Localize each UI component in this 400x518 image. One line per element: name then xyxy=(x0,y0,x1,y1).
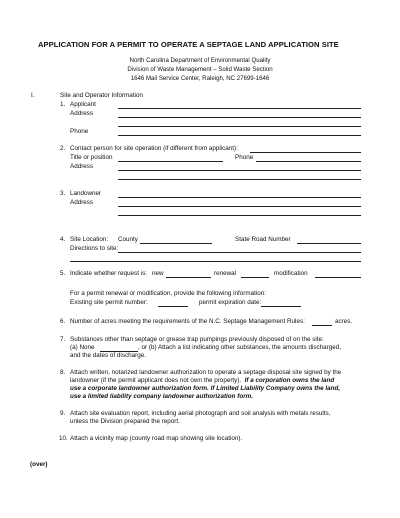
landowner-address-field[interactable] xyxy=(118,206,361,207)
acres-question: Number of acres meeting the requirements of the N.C. Septage Management Rules: xyxy=(70,318,305,325)
form-title: APPLICATION FOR A PERMIT TO OPERATE A SEPTAGE LAND APPLICATION SITE xyxy=(38,40,339,49)
applicant-phone-field[interactable] xyxy=(118,135,361,136)
state-road-field[interactable] xyxy=(297,243,361,244)
llc-form-note: use a limited liability company landowner authorization form. xyxy=(70,393,253,400)
over-indicator: (over) xyxy=(30,461,48,468)
item-number: 3. xyxy=(60,190,66,197)
section-numeral: I. xyxy=(31,92,35,99)
substances-attach-text: , or (b) Attach a list indicating other substances, the amounts discharged, xyxy=(138,344,342,351)
landowner-address-field-2[interactable] xyxy=(118,215,361,216)
corporate-form-note: use a corporate landowner authorization form. If Limited Liability Company owns the land, xyxy=(70,385,341,392)
request-modification-field[interactable] xyxy=(315,277,361,278)
landowner-field[interactable] xyxy=(118,197,361,198)
applicant-address-field[interactable] xyxy=(118,117,361,118)
acres-unit: acres. xyxy=(335,318,353,325)
item-number: 9. xyxy=(60,410,66,417)
landowner-auth-text-2 xyxy=(70,377,334,385)
landowner-label: Landowner xyxy=(70,190,102,197)
site-location-label: Site Location: xyxy=(70,236,109,243)
site-evaluation-text-2: unless the Division prepared the report. xyxy=(70,418,180,425)
applicant-address-label: Address xyxy=(70,110,94,117)
item-number: 4. xyxy=(60,236,66,243)
section-heading: Site and Operator Information xyxy=(60,92,143,99)
applicant-label: Applicant xyxy=(70,101,96,108)
substances-none-label: (a) None xyxy=(70,344,95,351)
request-renewal-label: renewal xyxy=(214,270,237,277)
directions-field-2[interactable] xyxy=(70,261,361,262)
acres-field[interactable] xyxy=(312,325,332,326)
item-number: 10. xyxy=(59,435,68,442)
mailing-address: 1646 Mail Service Center, Raleigh, NC 27699-1646 xyxy=(130,75,270,82)
expiration-date-field[interactable] xyxy=(261,306,301,307)
substances-dates-text: and the dates of discharge. xyxy=(70,352,146,359)
contact-title-field[interactable] xyxy=(118,161,223,162)
expiration-date-label: permit expiration date: xyxy=(199,299,262,306)
contact-person-field[interactable] xyxy=(250,152,361,153)
division-name: Division of Waste Management – Solid Waste Section xyxy=(127,66,273,73)
landowner-auth-condition: landowner (if the permit applicant does not own the property). xyxy=(70,377,242,384)
landowner-address-label: Address xyxy=(70,199,94,206)
request-new-field[interactable] xyxy=(166,277,211,278)
request-renewal-field[interactable] xyxy=(241,277,269,278)
contact-phone-field[interactable] xyxy=(256,161,361,162)
item-number: 2. xyxy=(60,145,66,152)
applicant-phone-label: Phone xyxy=(70,128,89,135)
corporation-note: If a corporation owns the land xyxy=(244,377,335,384)
existing-permit-label: Existing site permit number: xyxy=(70,299,148,306)
contact-title-label: Title or position xyxy=(70,154,113,161)
applicant-field[interactable] xyxy=(118,108,361,109)
site-evaluation-text: Attach site evaluation report, including aerial photograph and soil analysis with metals results, xyxy=(70,410,331,417)
contact-address-field-2[interactable] xyxy=(118,179,361,180)
substances-question: Substances other than septage or grease trap pumpings previously disposed of on the site: xyxy=(70,336,324,343)
state-road-label: State Road Number xyxy=(235,236,291,243)
directions-field[interactable] xyxy=(118,252,361,253)
renewal-info-label: For a permit renewal or modification, provide the following information: xyxy=(70,290,266,297)
request-new-label: new xyxy=(152,270,164,277)
item-number: 6. xyxy=(60,318,66,325)
item-number: 7. xyxy=(60,336,66,343)
contact-phone-label: Phone xyxy=(235,154,254,161)
item-number: 8. xyxy=(60,369,66,376)
county-field[interactable] xyxy=(140,243,212,244)
contact-person-label: Contact person for site operation (if different from applicant): xyxy=(70,145,238,152)
applicant-address-field-2[interactable] xyxy=(118,126,361,127)
request-type-label: Indicate whether request is: xyxy=(70,270,148,277)
contact-address-field[interactable] xyxy=(118,170,361,171)
existing-permit-field[interactable] xyxy=(158,306,188,307)
landowner-auth-text: Attach written, notarized landowner authorization to operate a septage disposal site signed by the xyxy=(70,369,342,376)
vicinity-map-text: Attach a vicinity map (county road map showing site location). xyxy=(70,435,243,442)
agency-name: North Carolina Department of Environmental Quality xyxy=(129,57,271,64)
item-number: 1. xyxy=(60,101,66,108)
item-number: 5. xyxy=(60,270,66,277)
request-modification-label: modification xyxy=(274,270,308,277)
directions-label: Directions to site: xyxy=(70,245,119,252)
county-label: County xyxy=(118,236,138,243)
contact-address-label: Address xyxy=(70,163,94,170)
